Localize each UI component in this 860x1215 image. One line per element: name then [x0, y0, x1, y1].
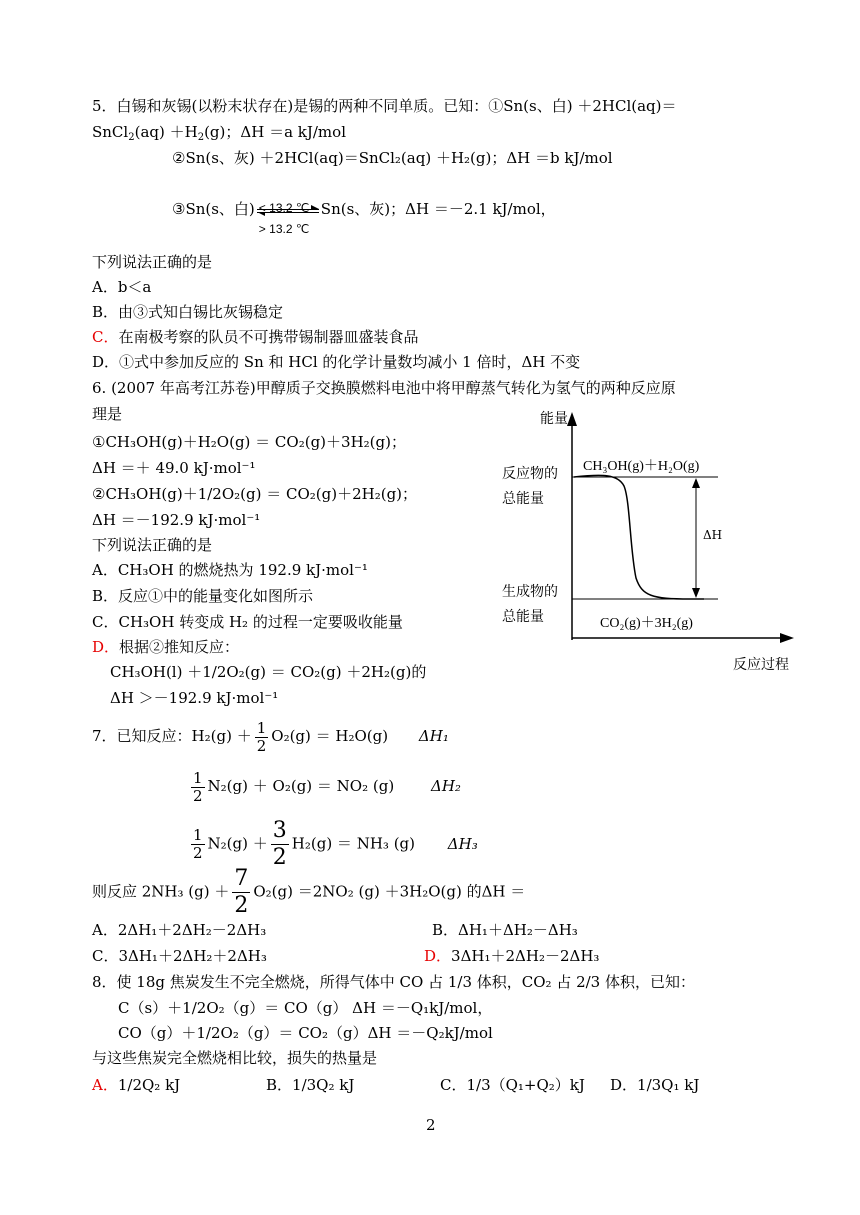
q7-reaction3	[188, 818, 478, 871]
q5-option-d: D．①式中参加反应的 Sn 和 HCl 的化学计量数均减小 1 倍时，ΔH 不变	[92, 353, 581, 371]
reversible-arrow-icon	[257, 193, 319, 236]
product-formula: CO₂(g)＋3H₂(g)	[600, 616, 693, 631]
y-axis-arrow-icon	[567, 412, 577, 426]
q6-line1: 6. (2007 年高考江苏卷)甲醇质子交换膜燃料电池中将甲醇蒸气转化为氢气的两种反应原	[92, 379, 676, 397]
fraction-den: 2	[234, 893, 249, 918]
y-axis-label: 能量	[540, 411, 568, 427]
q7-r1-b: O₂(g) ＝ H₂O(g)	[271, 727, 389, 745]
x-axis-label: 反应过程	[733, 657, 789, 673]
q6-line2: 理是	[92, 405, 123, 423]
reactant-formula: CH₃OH(g)＋H₂O(g)	[583, 459, 700, 474]
q8-line2: C（s）＋1/2O₂（g）＝ CO（g） ΔH ＝－Q₁kJ/mol，	[118, 999, 493, 1017]
q7-option-d-letter: D．	[424, 947, 452, 965]
product-label-2: 总能量	[502, 609, 544, 625]
arrow-bottom-label: > 13.2 ℃	[258, 222, 310, 236]
fraction-den: 2	[256, 736, 267, 755]
q5-line4	[172, 192, 556, 236]
q7-ask-b: O₂(g) ＝2NO₂ (g) ＋3H₂O(g) 的ΔH ＝	[253, 882, 526, 901]
fraction-half	[191, 770, 205, 805]
fraction-den: 2	[193, 844, 203, 862]
q5-option-c-text: 在南极考察的队员不可携带锡制器皿盛装食品	[118, 328, 419, 346]
arrow-top-label: < 13.2 ℃	[258, 201, 310, 215]
fraction-num: 3	[272, 818, 287, 843]
q6-option-d-line2: CH₃OH(l) ＋1/2O₂(g) ＝ CO₂(g) ＋2H₂(g)的	[110, 663, 427, 681]
q7-question	[92, 866, 525, 919]
product-label-1: 生成物的	[502, 584, 558, 600]
q6-dh1: ΔH ＝＋ 49.0 kJ·mol⁻¹	[92, 459, 256, 477]
q6-option-a: A．CH₃OH 的燃烧热为 192.9 kJ·mol⁻¹	[92, 561, 368, 579]
q5-option-a: A．b＜a	[92, 278, 152, 296]
q6-option-d-text: 根据②推知反应：	[119, 638, 240, 656]
energy-diagram	[490, 400, 810, 690]
fraction-half	[255, 720, 269, 755]
q5-option-c-letter: C．	[92, 328, 119, 346]
q5-line4-a: ③Sn(s、白)	[172, 200, 255, 218]
q6-stem: 下列说法正确的是	[92, 536, 213, 554]
q8-option-a	[92, 1075, 180, 1095]
q5-line4-b: Sn(s、灰)；ΔH ＝－2.1 kJ/mol，	[320, 200, 556, 218]
q6-option-d	[92, 637, 239, 657]
fraction-num: 1	[193, 768, 203, 787]
reactant-label-2: 总能量	[502, 491, 544, 507]
fraction-num: 1	[256, 718, 267, 737]
q7-r1-dh: ΔH₁	[418, 727, 449, 745]
q7-r3-dh: ΔH₃	[447, 834, 478, 853]
q6-reaction1: ①CH₃OH(g)＋H₂O(g) ＝ CO₂(g)＋3H₂(g)；	[92, 433, 406, 451]
q8-line3: CO（g）＋1/2O₂（g）＝ CO₂（g）ΔH ＝－Q₂kJ/mol	[118, 1024, 493, 1042]
energy-curve	[574, 475, 704, 599]
q5-line3: ②Sn(s、灰) ＋2HCl(aq)＝SnCl₂(aq) ＋H₂(g)；ΔH ＝b kJ/mol	[172, 149, 613, 167]
q8-option-c: C．1/3（Q₁+Q₂）kJ	[440, 1076, 585, 1094]
q7-reaction1	[92, 716, 449, 756]
q8-option-b: B．1/3Q₂ kJ	[266, 1076, 355, 1094]
q8-option-d: D．1/3Q₁ kJ	[610, 1076, 700, 1094]
q8-option-a-text: 1/2Q₂ kJ	[117, 1076, 181, 1094]
q7-reaction2	[188, 766, 461, 806]
fraction-num: 7	[234, 866, 249, 891]
q7-r3-b: N₂(g) ＋	[207, 834, 268, 853]
q5-line1: 5．白锡和灰锡(以粉末状存在)是锡的两种不同单质。已知：①Sn(s、白) ＋2HCl(aq)＝	[92, 97, 677, 115]
q6-reaction2: ②CH₃OH(g)＋1/2O₂(g) ＝ CO₂(g)＋2H₂(g)；	[92, 485, 418, 503]
q7-option-a: A．2ΔH₁＋2ΔH₂－2ΔH₃	[92, 921, 267, 939]
fraction-three-halves	[271, 818, 289, 871]
q5-line2-c: (g)；ΔH ＝a kJ/mol	[204, 123, 346, 141]
fraction-den: 2	[193, 786, 203, 805]
delta-h-label: ΔH	[703, 528, 723, 542]
fraction-seven-halves	[232, 866, 250, 919]
q7-intro: 7．已知反应：	[92, 727, 192, 745]
q7-option-b: B．ΔH₁＋ΔH₂－ΔH₃	[432, 921, 578, 939]
fraction-num: 1	[193, 826, 203, 844]
q5-line2: SnCl$_2$(aq) $+H_2(g)$；ΔH ＝a kJ/mol	[92, 123, 346, 143]
q7-option-d	[424, 946, 599, 966]
fraction-half	[191, 827, 205, 862]
q6-dh2: ΔH ＝－192.9 kJ·mol⁻¹	[92, 511, 261, 529]
q7-r2-dh: ΔH₂	[430, 777, 461, 795]
fraction-den: 2	[272, 845, 287, 870]
q7-r2-b: N₂(g) ＋ O₂(g) ＝ NO₂ (g)	[207, 777, 395, 795]
q7-option-c: C．3ΔH₁＋2ΔH₂＋2ΔH₃	[92, 947, 267, 965]
x-axis-arrow-icon	[780, 633, 794, 643]
q5-option-c	[92, 327, 419, 347]
q5-line2-a: SnCl	[92, 123, 129, 141]
q6-option-b: B．反应①中的能量变化如图所示	[92, 587, 314, 605]
q5-stem: 下列说法正确的是	[92, 253, 213, 271]
reactant-label-1: 反应物的	[502, 466, 558, 482]
q6-option-d-letter: D．	[92, 638, 120, 656]
q5-option-b: B．由③式知白锡比灰锡稳定	[92, 303, 284, 321]
q8-stem: 与这些焦炭完全燃烧相比较，损失的热量是	[92, 1049, 378, 1067]
q5-line2-b: (aq) ＋H	[134, 123, 198, 141]
q6-option-d-line3: ΔH ＞－192.9 kJ·mol⁻¹	[110, 689, 279, 707]
q8-line1: 8．使 18g 焦炭发生不完全燃烧，所得气体中 CO 占 1/3 体积，CO₂ 占 2/3 体积，已知：	[92, 973, 695, 991]
page-number: 2	[426, 1116, 436, 1134]
q6-option-c: C．CH₃OH 转变成 H₂ 的过程一定要吸收能量	[92, 613, 403, 631]
q7-r3-c: H₂(g) ＝ NH₃ (g)	[291, 834, 415, 853]
delta-h-arrow-down-icon	[692, 588, 700, 598]
q7-ask-a: 则反应 2NH₃ (g) ＋	[92, 882, 230, 901]
q7-r1-a: H₂(g) ＋	[191, 727, 252, 745]
delta-h-arrow-up-icon	[692, 478, 700, 488]
q8-option-a-letter: A．	[92, 1076, 118, 1094]
q7-option-d-text: 3ΔH₁＋2ΔH₂－2ΔH₃	[451, 947, 600, 965]
